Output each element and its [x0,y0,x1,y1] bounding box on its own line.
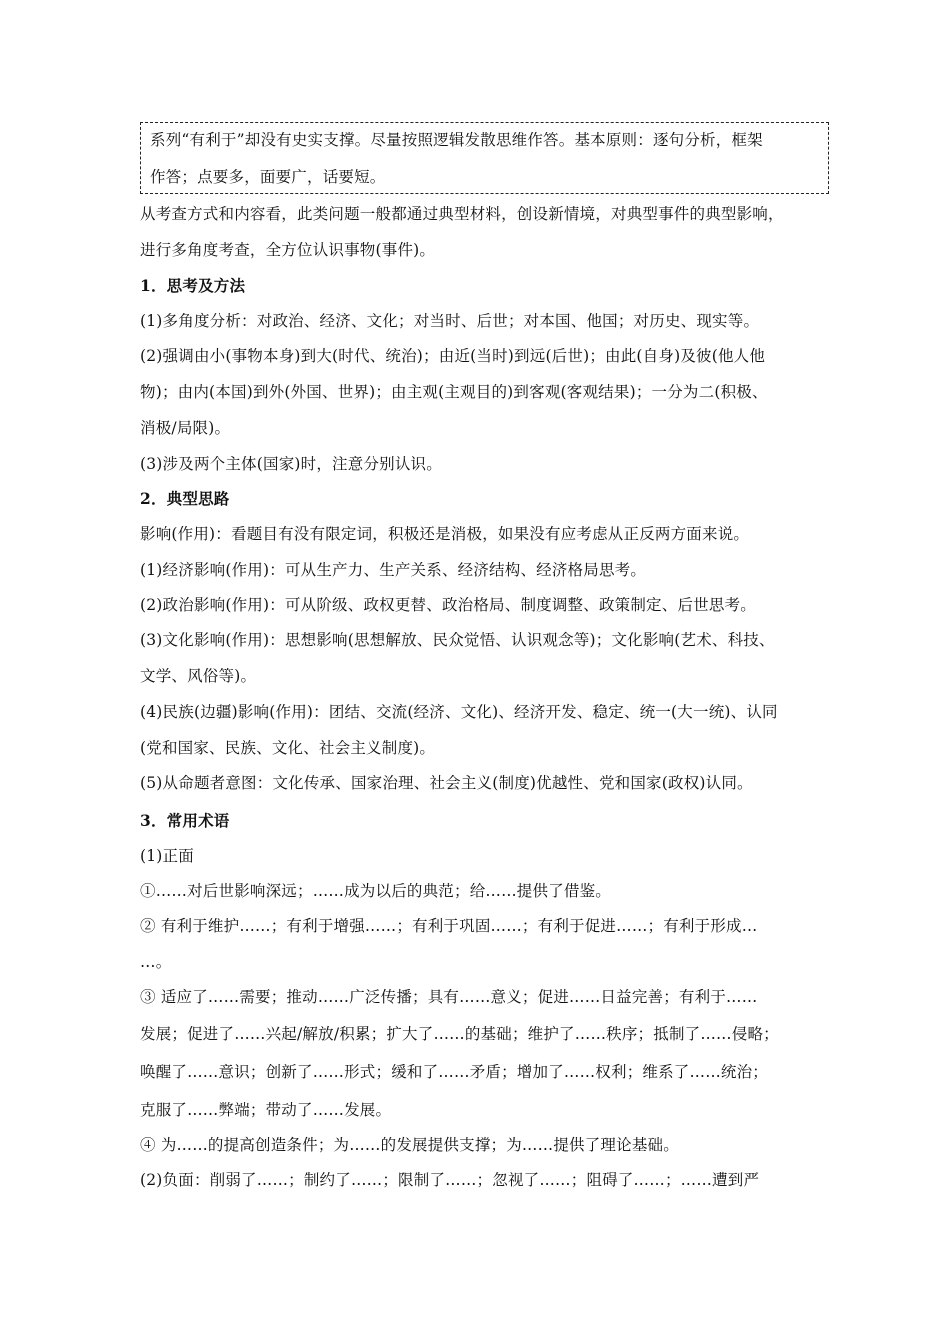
note-line-1: 系列“有利于”却没有史实支撑。尽量按照逻辑发散思维作答。基本原则：逐句分析，框架 [150,131,763,149]
s3-item-4: ④ 为……的提高创造条件；为……的发展提供支撑；为……提供了理论基础。 [140,1136,679,1154]
s2-intro: 影响(作用)：看题目有没有限定词，积极还是消极，如果没有应考虑从正反两方面来说。 [140,525,750,543]
s1-point-3: (3)涉及两个主体(国家)时，注意分别认识。 [140,455,442,473]
s3-item-3-line-1: ③ 适应了……需要；推动……广泛传播；具有……意义；促进……日益完善；有利于…… [140,988,758,1006]
section-1-heading: 1．思考及方法 [140,276,246,295]
s3-item-3-line-3: 唤醒了……意识；创新了……形式；缓和了……矛盾；增加了……权利；维系了……统治； [140,1063,769,1081]
note-line-2: 作答；点要多，面要广，话要短。 [150,168,386,186]
s3-item-2-line-1: ② 有利于维护……；有利于增强……；有利于巩固……；有利于促进……；有利于形成… [140,917,758,935]
s1-point-2-line-3: 消极/局限)。 [140,419,231,437]
s3-item-1: ①……对后世影响深远；……成为以后的典范；给……提供了借鉴。 [140,882,612,900]
s3-item-2-line-2: …。 [140,953,172,971]
s2-point-5: (5)从命题者意图：文化传承、国家治理、社会主义(制度)优越性、党和国家(政权)认同。 [140,774,753,792]
s2-point-4-line-1: (4)民族(边疆)影响(作用)：团结、交流(经济、文化)、经济开发、稳定、统一(大一统)、认同 [140,703,778,721]
s3-positive-label: (1)正面 [140,847,194,865]
section-3-heading: 3．常用术语 [140,811,230,830]
s2-point-2: (2)政治影响(作用)：可从阶级、政权更替、政治格局、制度调整、政策制定、后世思考。 [140,596,756,614]
s2-point-4-line-2: (党和国家、民族、文化、社会主义制度)。 [140,739,436,757]
s2-point-1: (1)经济影响(作用)：可从生产力、生产关系、经济结构、经济格局思考。 [140,561,647,579]
s3-item-3-line-2: 发展；促进了……兴起/解放/积累；扩大了……的基础；维护了……秩序；抵制了……侵略； [140,1025,779,1043]
intro-line-2: 进行多角度考查，全方位认识事物(事件)。 [140,241,436,259]
section-2-heading: 2．典型思路 [140,489,230,508]
s1-point-2-line-2: 物)；由内(本国)到外(外国、世界)；由主观(主观目的)到客观(客观结果)；一分为二(积极、 [140,383,768,401]
s3-negative-line: (2)负面：削弱了……；制约了……；限制了……；忽视了……；阻碍了……；……遭到严 [140,1171,760,1189]
s3-item-3-line-4: 克服了……弊端；带动了……发展。 [140,1101,392,1119]
s1-point-1: (1)多角度分析：对政治、经济、文化；对当时、后世；对本国、他国；对历史、现实等。 [140,312,760,330]
s1-point-2-line-1: (2)强调由小(事物本身)到大(时代、统治)；由近(当时)到远(后世)；由此(自身)及彼(他人他 [140,347,766,365]
s2-point-3-line-1: (3)文化影响(作用)：思想影响(思想解放、民众觉悟、认识观念等)；文化影响(艺术、科技、 [140,631,775,649]
intro-line-1: 从考查方式和内容看，此类问题一般都通过典型材料，创设新情境，对典型事件的典型影响， [140,205,784,223]
s2-point-3-line-2: 文学、风俗等)。 [140,667,257,685]
